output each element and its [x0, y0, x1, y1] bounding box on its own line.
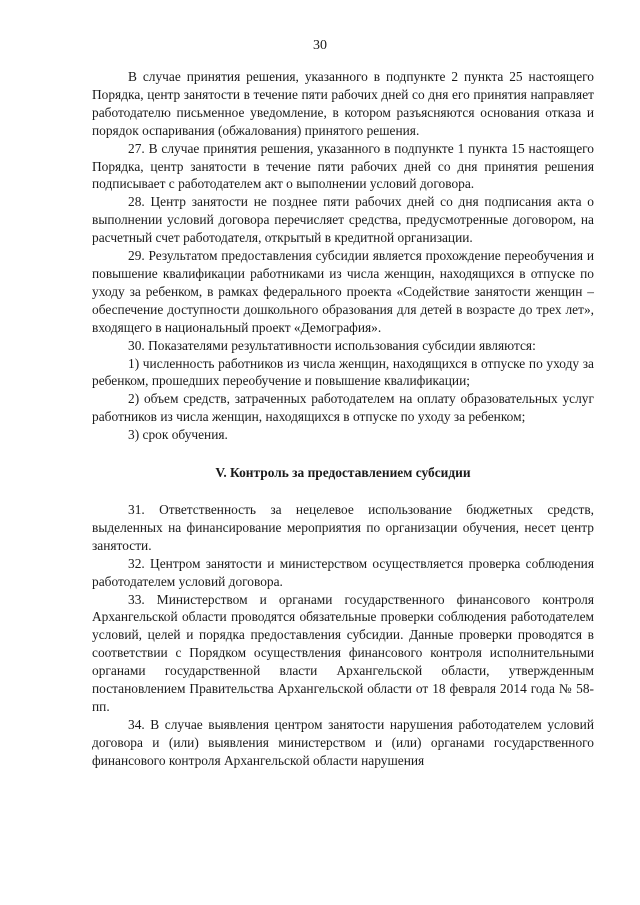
paragraph-27: 27. В случае принятия решения, указанного в подпункте 1 пункта 15 настоящего Порядка, центр занятости в течение пяти рабочих дней со дня принятия решения подписывает с работодателем акт о выполнении условий договора.: [92, 140, 594, 192]
section-heading: V. Контроль за предоставлением субсидии: [215, 465, 471, 481]
document-body: [92, 68, 594, 770]
paragraph-32: 32. Центром занятости и министерством осуществляется проверка соблюдения работодателем условий договора.: [92, 555, 594, 589]
page-number: 30: [313, 38, 327, 53]
paragraph-29: 29. Результатом предоставления субсидии является прохождение переобучения и повышение квалификации работниками из числа женщин, находящихся в отпуске по уходу за ребенком, в рамках федерального проекта «Содействие занятости женщин – обеспечение доступности дошкольного образования для детей в возрасте до трех лет», входящего в национальный проект «Демография».: [92, 248, 594, 335]
indicator-item-1: 1) численность работников из числа женщин, находящихся в отпуске по уходу за ребенком, прошедших переобучение и повышение квалификации;: [92, 355, 594, 389]
indicator-item-3: 3) срок обучения.: [128, 427, 228, 443]
paragraph-34: 34. В случае выявления центром занятости нарушения работодателем условий договора и (или) выявления министерством и (или) органами государственного финансового контроля Архангельской области нарушения: [92, 716, 594, 768]
indicator-item-2: 2) объем средств, затраченных работодателем на оплату образовательных услуг работников из числа женщин, находящихся в отпуске по уходу за ребенком;: [92, 391, 594, 425]
paragraph-31: 31. Ответственность за нецелевое использование бюджетных средств, выделенных на финансирование мероприятия по организации обучения, несет центр занятости.: [92, 502, 594, 553]
paragraph-30: 30. Показателями результативности использования субсидии являются:: [128, 337, 536, 353]
paragraph-refusal-notice: В случае принятия решения, указанного в подпункте 2 пункта 25 настоящего Порядка, центр занятости в течение пяти рабочих дней со дня его принятия направляет работодателю письменное уведомление, в котором разъясняются основания отказа и порядок оспаривания (обжалования) принятого решения.: [92, 69, 594, 138]
paragraph-28: 28. Центр занятости не позднее пяти рабочих дней со дня подписания акта о выполнении условий договора перечисляет средства, предусмотренные договором, на расчетный счет работодателя, открытый в кредитной организации.: [92, 194, 594, 246]
paragraph-33: 33. Министерством и органами государственного финансового контроля Архангельской области проводятся обязательные проверки соблюдения работодателем условий, целей и порядка предоставления субсидии. Данные проверки проводятся в соответствии с Порядком осуществления финансового контроля исполнительными органами государственной власти Архангельской области, утвержденным постановлением Правительства Архангельской области от 18 февраля 2014 года № 58-пп.: [92, 591, 594, 714]
